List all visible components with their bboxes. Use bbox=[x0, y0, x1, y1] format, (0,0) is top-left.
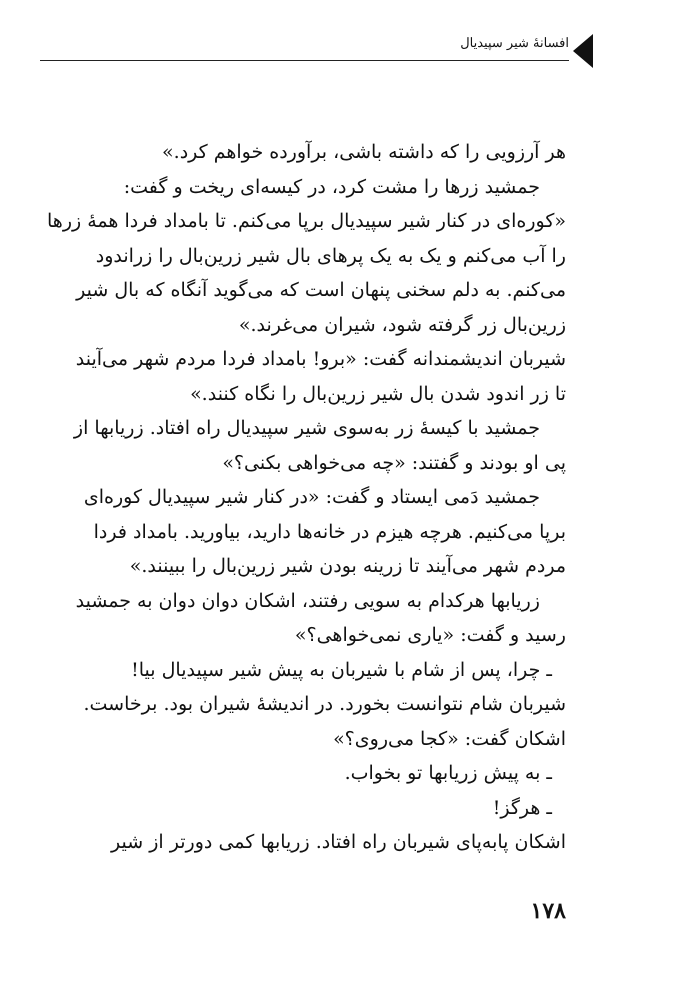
text-line-16: ـ چرا، پس از شام با شیربان به پیش شیر سپیدیال بیا! bbox=[131, 658, 552, 681]
triangle-marker-icon bbox=[573, 34, 593, 68]
text-line-21: اشکان پابه‌پای شیربان راه افتاد. زریابها کمی دورتر از شیر bbox=[111, 831, 566, 853]
text-line-19: ـ به پیش زریابها تو بخواب. bbox=[344, 762, 552, 784]
running-title: افسانهٔ شیر سپیدیال bbox=[460, 36, 569, 51]
header-rule bbox=[40, 60, 569, 61]
text-line-20: ـ هرگز! bbox=[492, 796, 552, 819]
text-line-13: مردم شهر می‌آیند تا زرینه بودن شیر زرین‌بال را ببینند.» bbox=[129, 555, 566, 577]
text-line-12: برپا می‌کنیم. هرچه هیزم در خانه‌ها دارید، بیاورید. بامداد فردا bbox=[93, 520, 566, 543]
text-line-17: شیربان شام نتوانست بخورد. در اندیشهٔ شیران بود. برخاست. bbox=[83, 693, 566, 715]
text-line-7: شیربان اندیشمندانه گفت: «برو! بامداد فردا مردم شهر می‌آیند bbox=[75, 348, 566, 370]
text-line-8: تا زر اندود شدن بال شیر زرین‌بال را نگاه کنند.» bbox=[190, 382, 566, 405]
text-line-14: زریابها هرکدام به سویی رفتند، اشکان دوان دوان به جمشید bbox=[75, 589, 540, 612]
text-line-9: جمشید با کیسهٔ زر به‌سوی شیر سپیدیال راه افتاد. زریابها از bbox=[73, 417, 540, 439]
text-line-5: می‌کنم. به دلم سخنی پنهان است که می‌گوید آنگاه که بال شیر bbox=[76, 279, 566, 301]
text-line-2: جمشید زرها را مشت کرد، در کیسه‌ای ریخت و گفت: bbox=[123, 175, 540, 198]
text-line-3: «کوره‌ای در کنار شیر سپیدیال برپا می‌کنم. تا بامداد فردا همهٔ زرها bbox=[47, 210, 566, 232]
text-line-1: هر آرزویی را که داشته باشی، برآورده خواهم کرد.» bbox=[162, 141, 566, 163]
text-line-18: اشکان گفت: «کجا می‌روی؟» bbox=[333, 727, 566, 750]
text-line-10: پی او بودند و گفتند: «چه می‌خواهی بکنی؟» bbox=[222, 451, 566, 474]
text-line-4: را آب می‌کنم و یک به یک پرهای بال شیر زرین‌بال را زراندود bbox=[95, 244, 566, 267]
text-line-15: رسید و گفت: «یاری نمی‌خواهی؟» bbox=[294, 624, 566, 646]
body-text bbox=[47, 135, 566, 860]
page-number: ۱۷۸ bbox=[530, 898, 566, 924]
text-line-6: زرین‌بال زر گرفته شود، شیران می‌غرند.» bbox=[238, 313, 566, 336]
running-header bbox=[0, 30, 679, 72]
text-line-11: جمشید دَمی ایستاد و گفت: «در کنار شیر سپیدیال کوره‌ای bbox=[83, 486, 540, 508]
